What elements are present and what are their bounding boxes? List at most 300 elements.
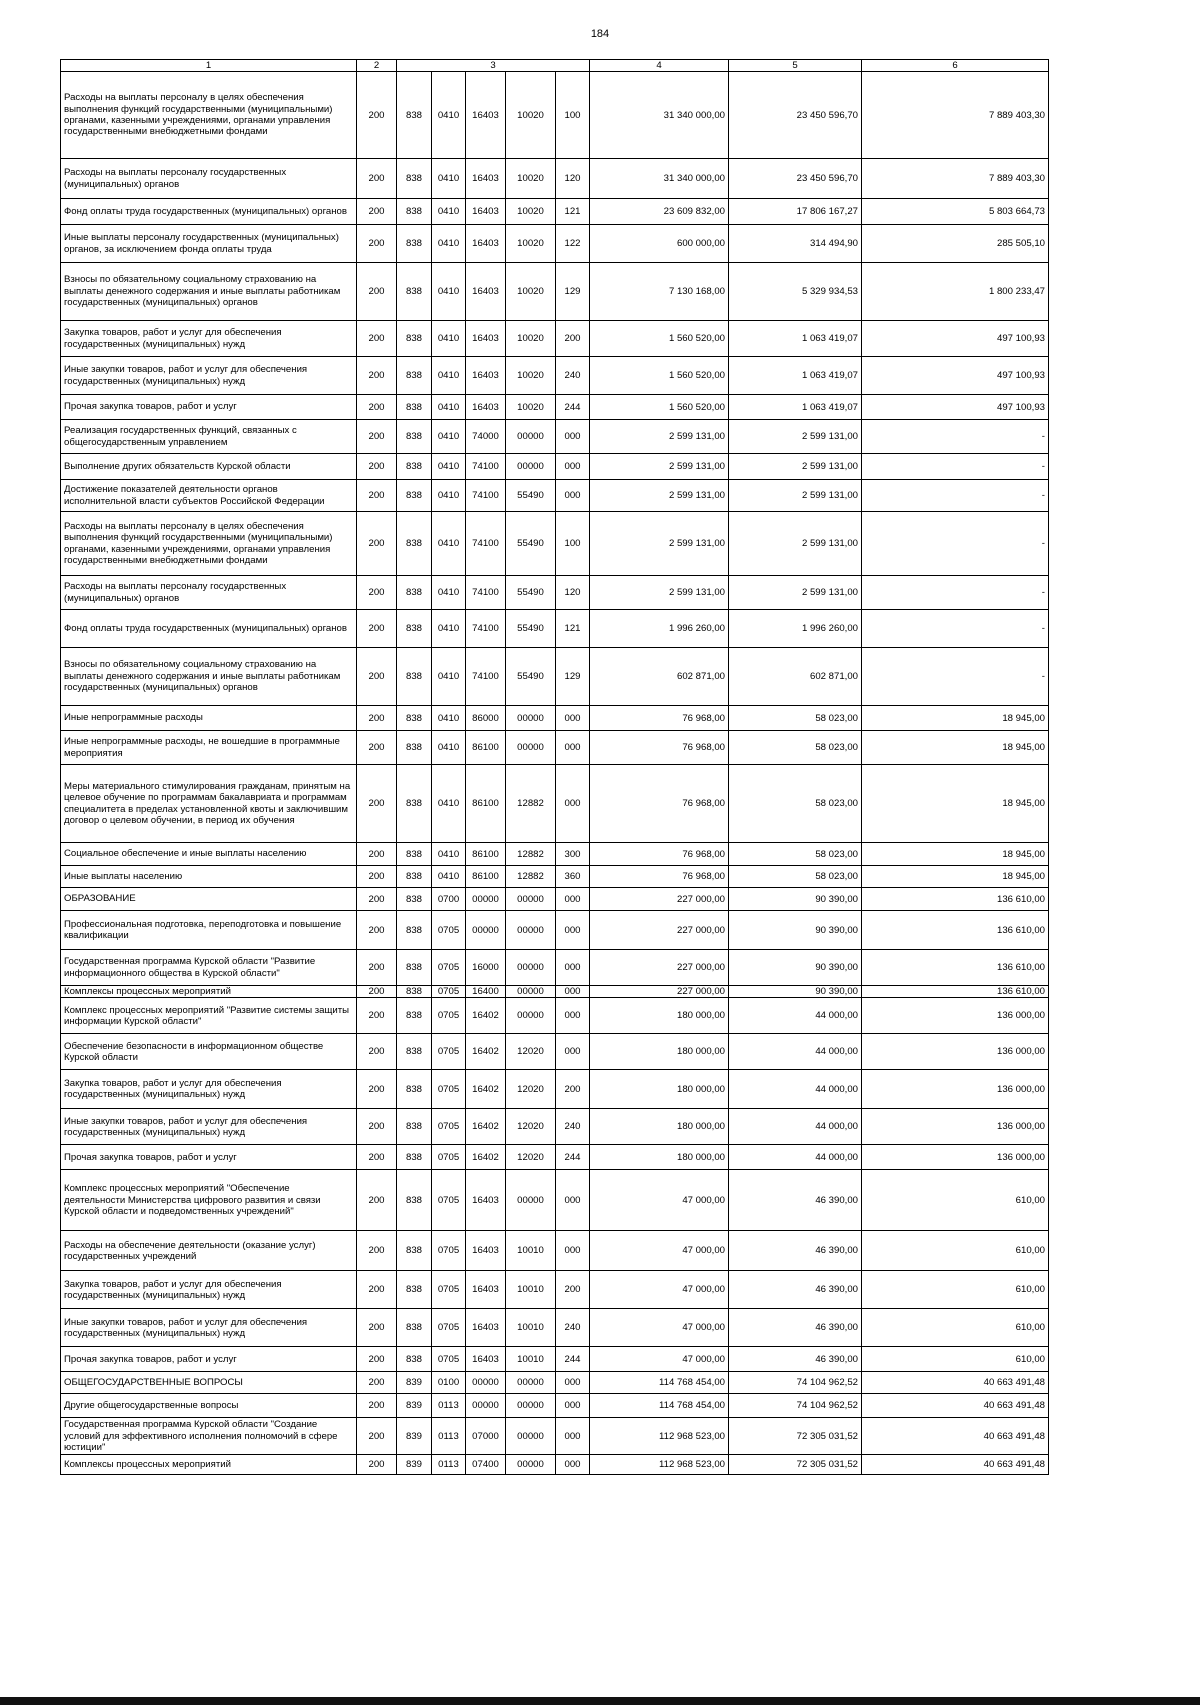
cell-col-3c: 16402 — [466, 998, 506, 1034]
cell-col-2: 200 — [357, 225, 397, 263]
cell-col-3e: 000 — [556, 986, 590, 998]
cell-col-3e: 244 — [556, 1347, 590, 1372]
cell-col-2: 200 — [357, 1271, 397, 1309]
cell-col-3e: 360 — [556, 866, 590, 888]
cell-col-3c: 16402 — [466, 1145, 506, 1170]
cell-col-3a: 838 — [397, 576, 432, 610]
cell-col-3c: 16403 — [466, 1170, 506, 1231]
cell-col-3b: 0410 — [432, 843, 466, 866]
cell-col-3c: 74100 — [466, 576, 506, 610]
cell-col-3c: 07400 — [466, 1455, 506, 1475]
cell-col-3c: 00000 — [466, 911, 506, 950]
cell-col-4: 114 768 454,00 — [590, 1372, 729, 1394]
cell-col-4: 31 340 000,00 — [590, 72, 729, 159]
cell-col-3e: 200 — [556, 1070, 590, 1109]
table-row — [61, 576, 1049, 610]
cell-col-3a: 839 — [397, 1394, 432, 1418]
cell-col-3b: 0410 — [432, 199, 466, 225]
cell-col-2: 200 — [357, 866, 397, 888]
cell-col-3a: 838 — [397, 911, 432, 950]
cell-col-2: 200 — [357, 950, 397, 986]
table-row — [61, 765, 1049, 843]
cell-col-5: 2 599 131,00 — [729, 420, 862, 454]
cell-col-4: 76 968,00 — [590, 731, 729, 765]
row-description: Иные непрограммные расходы — [61, 706, 357, 731]
cell-col-3e: 000 — [556, 1455, 590, 1475]
cell-col-5: 1 063 419,07 — [729, 395, 862, 420]
cell-col-2: 200 — [357, 843, 397, 866]
cell-col-5: 1 063 419,07 — [729, 321, 862, 357]
table-row — [61, 420, 1049, 454]
cell-col-3b: 0705 — [432, 1309, 466, 1347]
cell-col-3d: 00000 — [506, 1418, 556, 1455]
cell-col-6: 40 663 491,48 — [862, 1455, 1049, 1475]
row-description: Профессиональная подготовка, переподготовка и повышение квалификации — [61, 911, 357, 950]
cell-col-6: 136 000,00 — [862, 1145, 1049, 1170]
cell-col-3b: 0410 — [432, 731, 466, 765]
cell-col-6: 610,00 — [862, 1309, 1049, 1347]
table-row — [61, 986, 1049, 998]
cell-col-3c: 16400 — [466, 986, 506, 998]
row-description: Расходы на выплаты персоналу государственных (муниципальных) органов — [61, 576, 357, 610]
cell-col-3b: 0705 — [432, 1034, 466, 1070]
row-description: Иные выплаты населению — [61, 866, 357, 888]
cell-col-6: 136 000,00 — [862, 998, 1049, 1034]
cell-col-3b: 0705 — [432, 911, 466, 950]
cell-col-3a: 838 — [397, 512, 432, 576]
cell-col-3e: 120 — [556, 159, 590, 199]
cell-col-5: 72 305 031,52 — [729, 1455, 862, 1475]
cell-col-3b: 0410 — [432, 480, 466, 512]
cell-col-3c: 16403 — [466, 263, 506, 321]
cell-col-2: 200 — [357, 395, 397, 420]
cell-col-6: 40 663 491,48 — [862, 1418, 1049, 1455]
row-description: Прочая закупка товаров, работ и услуг — [61, 1347, 357, 1372]
cell-col-4: 47 000,00 — [590, 1347, 729, 1372]
cell-col-3d: 12882 — [506, 866, 556, 888]
cell-col-2: 200 — [357, 1170, 397, 1231]
table-row — [61, 1145, 1049, 1170]
cell-col-6: 136 000,00 — [862, 1109, 1049, 1145]
cell-col-5: 1 063 419,07 — [729, 357, 862, 395]
cell-col-3d: 10020 — [506, 72, 556, 159]
table-row — [61, 843, 1049, 866]
cell-col-4: 47 000,00 — [590, 1231, 729, 1271]
row-description: Иные непрограммные расходы, не вошедшие в программные мероприятия — [61, 731, 357, 765]
cell-col-4: 76 968,00 — [590, 765, 729, 843]
cell-col-3d: 10020 — [506, 395, 556, 420]
cell-col-3d: 00000 — [506, 998, 556, 1034]
cell-col-5: 5 329 934,53 — [729, 263, 862, 321]
cell-col-6: - — [862, 576, 1049, 610]
cell-col-2: 200 — [357, 986, 397, 998]
cell-col-3b: 0410 — [432, 576, 466, 610]
cell-col-3b: 0113 — [432, 1418, 466, 1455]
cell-col-6: 18 945,00 — [862, 765, 1049, 843]
cell-col-5: 602 871,00 — [729, 648, 862, 706]
cell-col-3d: 12020 — [506, 1034, 556, 1070]
cell-col-4: 602 871,00 — [590, 648, 729, 706]
cell-col-4: 1 560 520,00 — [590, 321, 729, 357]
cell-col-3b: 0410 — [432, 225, 466, 263]
cell-col-5: 23 450 596,70 — [729, 159, 862, 199]
cell-col-4: 600 000,00 — [590, 225, 729, 263]
cell-col-3a: 838 — [397, 998, 432, 1034]
cell-col-5: 46 390,00 — [729, 1170, 862, 1231]
table-row — [61, 888, 1049, 911]
cell-col-2: 200 — [357, 512, 397, 576]
row-description: Обеспечение безопасности в информационном обществе Курской области — [61, 1034, 357, 1070]
table-row — [61, 321, 1049, 357]
row-description: Иные закупки товаров, работ и услуг для обеспечения государственных (муниципальных) нужд — [61, 357, 357, 395]
cell-col-2: 200 — [357, 199, 397, 225]
cell-col-3b: 0410 — [432, 512, 466, 576]
cell-col-2: 200 — [357, 1347, 397, 1372]
cell-col-4: 180 000,00 — [590, 1070, 729, 1109]
row-description: Комплекс процессных мероприятий "Развитие системы защиты информации Курской области" — [61, 998, 357, 1034]
table-row — [61, 357, 1049, 395]
cell-col-2: 200 — [357, 888, 397, 911]
cell-col-6: 285 505,10 — [862, 225, 1049, 263]
cell-col-5: 74 104 962,52 — [729, 1394, 862, 1418]
cell-col-3a: 838 — [397, 1271, 432, 1309]
row-description: ОБЩЕГОСУДАРСТВЕННЫЕ ВОПРОСЫ — [61, 1372, 357, 1394]
cell-col-2: 200 — [357, 1394, 397, 1418]
cell-col-3c: 86000 — [466, 706, 506, 731]
cell-col-3d: 00000 — [506, 950, 556, 986]
table-row — [61, 1372, 1049, 1394]
cell-col-3d: 00000 — [506, 420, 556, 454]
cell-col-3c: 16402 — [466, 1034, 506, 1070]
cell-col-2: 200 — [357, 1455, 397, 1475]
cell-col-3d: 10020 — [506, 159, 556, 199]
row-description: Комплекс процессных мероприятий "Обеспечение деятельности Министерства цифрового развития и связи Курской области и подведомственных учреждений" — [61, 1170, 357, 1231]
cell-col-6: 7 889 403,30 — [862, 72, 1049, 159]
cell-col-3a: 838 — [397, 843, 432, 866]
cell-col-3a: 838 — [397, 648, 432, 706]
cell-col-3b: 0410 — [432, 866, 466, 888]
cell-col-3d: 12882 — [506, 843, 556, 866]
cell-col-4: 180 000,00 — [590, 998, 729, 1034]
cell-col-3e: 122 — [556, 225, 590, 263]
row-description: Социальное обеспечение и иные выплаты населению — [61, 843, 357, 866]
cell-col-5: 72 305 031,52 — [729, 1418, 862, 1455]
cell-col-4: 227 000,00 — [590, 950, 729, 986]
cell-col-3c: 74100 — [466, 512, 506, 576]
cell-col-3d: 00000 — [506, 911, 556, 950]
cell-col-3e: 129 — [556, 263, 590, 321]
row-description: Другие общегосударственные вопросы — [61, 1394, 357, 1418]
table-row — [61, 998, 1049, 1034]
cell-col-5: 17 806 167,27 — [729, 199, 862, 225]
cell-col-5: 2 599 131,00 — [729, 454, 862, 480]
table-row — [61, 1231, 1049, 1271]
cell-col-5: 90 390,00 — [729, 911, 862, 950]
cell-col-6: 18 945,00 — [862, 706, 1049, 731]
cell-col-3e: 100 — [556, 512, 590, 576]
cell-col-3d: 10020 — [506, 263, 556, 321]
header-cell-6: 6 — [862, 60, 1049, 72]
cell-col-2: 200 — [357, 576, 397, 610]
cell-col-3c: 07000 — [466, 1418, 506, 1455]
cell-col-3e: 000 — [556, 1034, 590, 1070]
cell-col-4: 227 000,00 — [590, 888, 729, 911]
table-row — [61, 1034, 1049, 1070]
cell-col-2: 200 — [357, 731, 397, 765]
cell-col-3e: 000 — [556, 950, 590, 986]
cell-col-3a: 838 — [397, 866, 432, 888]
cell-col-3c: 16403 — [466, 159, 506, 199]
cell-col-3a: 838 — [397, 395, 432, 420]
cell-col-4: 76 968,00 — [590, 866, 729, 888]
cell-col-5: 58 023,00 — [729, 731, 862, 765]
cell-col-3a: 838 — [397, 765, 432, 843]
cell-col-5: 23 450 596,70 — [729, 72, 862, 159]
cell-col-3d: 55490 — [506, 610, 556, 648]
cell-col-3b: 0705 — [432, 1347, 466, 1372]
cell-col-5: 46 390,00 — [729, 1347, 862, 1372]
cell-col-4: 227 000,00 — [590, 911, 729, 950]
cell-col-3a: 838 — [397, 159, 432, 199]
cell-col-4: 112 968 523,00 — [590, 1418, 729, 1455]
cell-col-3b: 0705 — [432, 1109, 466, 1145]
cell-col-3b: 0113 — [432, 1394, 466, 1418]
cell-col-6: 40 663 491,48 — [862, 1394, 1049, 1418]
cell-col-3c: 16403 — [466, 72, 506, 159]
cell-col-6: 610,00 — [862, 1347, 1049, 1372]
cell-col-4: 1 996 260,00 — [590, 610, 729, 648]
cell-col-6: 136 000,00 — [862, 1070, 1049, 1109]
row-description: Государственная программа Курской области "Создание условий для эффективного исполнения полномочий в сфере юстиции" — [61, 1418, 357, 1455]
cell-col-3d: 12020 — [506, 1145, 556, 1170]
cell-col-3a: 838 — [397, 357, 432, 395]
cell-col-5: 1 996 260,00 — [729, 610, 862, 648]
cell-col-3d: 12882 — [506, 765, 556, 843]
cell-col-3a: 838 — [397, 1231, 432, 1271]
cell-col-3c: 16403 — [466, 199, 506, 225]
cell-col-3b: 0410 — [432, 648, 466, 706]
cell-col-4: 180 000,00 — [590, 1145, 729, 1170]
row-description: Расходы на выплаты персоналу в целях обеспечения выполнения функций государственными (муниципальными) органами, казенными учреждениями, органами управления государственными внебюджетными фондами — [61, 512, 357, 576]
cell-col-6: 5 803 664,73 — [862, 199, 1049, 225]
table-row — [61, 1109, 1049, 1145]
row-description: Комплексы процессных мероприятий — [61, 1455, 357, 1475]
table-row — [61, 1455, 1049, 1475]
cell-col-3a: 838 — [397, 1145, 432, 1170]
cell-col-2: 200 — [357, 706, 397, 731]
table-row — [61, 731, 1049, 765]
cell-col-3c: 74100 — [466, 480, 506, 512]
cell-col-4: 114 768 454,00 — [590, 1394, 729, 1418]
row-description: Меры материального стимулирования гражданам, принятым на целевое обучение по программам бакалавриата и программам специалитета в пределах установленной квоты и заключившим договор о целевом обучении, в период их обучения — [61, 765, 357, 843]
cell-col-3d: 00000 — [506, 986, 556, 998]
cell-col-3b: 0410 — [432, 263, 466, 321]
cell-col-3b: 0410 — [432, 395, 466, 420]
cell-col-4: 2 599 131,00 — [590, 454, 729, 480]
cell-col-2: 200 — [357, 1109, 397, 1145]
table-row — [61, 1394, 1049, 1418]
cell-col-3a: 838 — [397, 420, 432, 454]
cell-col-3b: 0410 — [432, 159, 466, 199]
scan-edge-bar — [0, 1697, 1200, 1705]
cell-col-4: 31 340 000,00 — [590, 159, 729, 199]
cell-col-2: 200 — [357, 1034, 397, 1070]
cell-col-3c: 16402 — [466, 1109, 506, 1145]
cell-col-2: 200 — [357, 765, 397, 843]
cell-col-3b: 0410 — [432, 420, 466, 454]
cell-col-2: 200 — [357, 321, 397, 357]
cell-col-5: 58 023,00 — [729, 843, 862, 866]
cell-col-4: 47 000,00 — [590, 1271, 729, 1309]
table-row — [61, 1170, 1049, 1231]
row-description: Иные закупки товаров, работ и услуг для обеспечения государственных (муниципальных) нужд — [61, 1309, 357, 1347]
cell-col-4: 2 599 131,00 — [590, 512, 729, 576]
cell-col-3e: 000 — [556, 911, 590, 950]
cell-col-3b: 0410 — [432, 454, 466, 480]
cell-col-3b: 0705 — [432, 1271, 466, 1309]
cell-col-3a: 838 — [397, 986, 432, 998]
table-row — [61, 610, 1049, 648]
table-row — [61, 199, 1049, 225]
cell-col-3b: 0705 — [432, 1170, 466, 1231]
cell-col-3e: 200 — [556, 1271, 590, 1309]
cell-col-6: 610,00 — [862, 1231, 1049, 1271]
cell-col-3a: 838 — [397, 731, 432, 765]
cell-col-5: 90 390,00 — [729, 986, 862, 998]
cell-col-3e: 244 — [556, 1145, 590, 1170]
table-row — [61, 263, 1049, 321]
cell-col-3e: 000 — [556, 1170, 590, 1231]
cell-col-6: 18 945,00 — [862, 866, 1049, 888]
cell-col-3e: 000 — [556, 765, 590, 843]
cell-col-5: 58 023,00 — [729, 765, 862, 843]
cell-col-3a: 838 — [397, 321, 432, 357]
cell-col-3b: 0100 — [432, 1372, 466, 1394]
cell-col-2: 200 — [357, 72, 397, 159]
row-description: ОБРАЗОВАНИЕ — [61, 888, 357, 911]
cell-col-3a: 838 — [397, 1034, 432, 1070]
row-description: Иные выплаты персоналу государственных (муниципальных) органов, за исключением фонда оплаты труда — [61, 225, 357, 263]
cell-col-3e: 000 — [556, 420, 590, 454]
cell-col-3a: 838 — [397, 454, 432, 480]
cell-col-3b: 0410 — [432, 706, 466, 731]
cell-col-3d: 10010 — [506, 1231, 556, 1271]
row-description: Достижение показателей деятельности органов исполнительной власти субъектов Российской Федерации — [61, 480, 357, 512]
cell-col-5: 44 000,00 — [729, 998, 862, 1034]
cell-col-3b: 0705 — [432, 1070, 466, 1109]
cell-col-5: 44 000,00 — [729, 1109, 862, 1145]
table-row — [61, 512, 1049, 576]
cell-col-3b: 0705 — [432, 986, 466, 998]
cell-col-3e: 200 — [556, 321, 590, 357]
cell-col-4: 1 560 520,00 — [590, 395, 729, 420]
cell-col-6: 136 000,00 — [862, 1034, 1049, 1070]
table-row — [61, 648, 1049, 706]
cell-col-3c: 16402 — [466, 1070, 506, 1109]
header-row — [61, 60, 1049, 72]
cell-col-3d: 00000 — [506, 1455, 556, 1475]
cell-col-3a: 839 — [397, 1418, 432, 1455]
cell-col-6: 610,00 — [862, 1271, 1049, 1309]
cell-col-3d: 00000 — [506, 454, 556, 480]
row-description: Реализация государственных функций, связанных с общегосударственным управлением — [61, 420, 357, 454]
header-cell-1: 1 — [61, 60, 357, 72]
row-description: Расходы на выплаты персоналу государственных (муниципальных) органов — [61, 159, 357, 199]
cell-col-3d: 10020 — [506, 321, 556, 357]
table-row — [61, 950, 1049, 986]
row-description: Закупка товаров, работ и услуг для обеспечения государственных (муниципальных) нужд — [61, 1271, 357, 1309]
cell-col-3e: 121 — [556, 610, 590, 648]
cell-col-3a: 838 — [397, 888, 432, 911]
cell-col-3a: 838 — [397, 263, 432, 321]
row-description: Выполнение других обязательств Курской области — [61, 454, 357, 480]
cell-col-6: 18 945,00 — [862, 731, 1049, 765]
cell-col-2: 200 — [357, 263, 397, 321]
cell-col-3d: 00000 — [506, 1394, 556, 1418]
cell-col-4: 180 000,00 — [590, 1034, 729, 1070]
cell-col-3c: 16403 — [466, 1347, 506, 1372]
budget-table — [60, 59, 1049, 1475]
cell-col-3a: 838 — [397, 480, 432, 512]
cell-col-4: 2 599 131,00 — [590, 420, 729, 454]
row-description: Прочая закупка товаров, работ и услуг — [61, 395, 357, 420]
cell-col-3c: 16403 — [466, 225, 506, 263]
cell-col-5: 90 390,00 — [729, 888, 862, 911]
cell-col-3b: 0410 — [432, 321, 466, 357]
cell-col-3e: 000 — [556, 731, 590, 765]
cell-col-3e: 240 — [556, 1109, 590, 1145]
cell-col-6: - — [862, 480, 1049, 512]
cell-col-6: 1 800 233,47 — [862, 263, 1049, 321]
cell-col-3a: 838 — [397, 950, 432, 986]
cell-col-2: 200 — [357, 159, 397, 199]
header-cell-5: 5 — [729, 60, 862, 72]
cell-col-3a: 838 — [397, 199, 432, 225]
cell-col-4: 47 000,00 — [590, 1170, 729, 1231]
header-cell-4: 4 — [590, 60, 729, 72]
cell-col-3d: 10010 — [506, 1309, 556, 1347]
cell-col-3d: 55490 — [506, 576, 556, 610]
cell-col-6: - — [862, 454, 1049, 480]
cell-col-6: - — [862, 648, 1049, 706]
table-row — [61, 159, 1049, 199]
cell-col-4: 180 000,00 — [590, 1109, 729, 1145]
cell-col-3a: 838 — [397, 225, 432, 263]
cell-col-4: 2 599 131,00 — [590, 576, 729, 610]
cell-col-3e: 000 — [556, 480, 590, 512]
cell-col-3d: 10020 — [506, 199, 556, 225]
cell-col-3e: 000 — [556, 1418, 590, 1455]
cell-col-3a: 838 — [397, 1347, 432, 1372]
cell-col-3b: 0113 — [432, 1455, 466, 1475]
cell-col-3c: 00000 — [466, 888, 506, 911]
cell-col-6: 497 100,93 — [862, 395, 1049, 420]
cell-col-6: 40 663 491,48 — [862, 1372, 1049, 1394]
cell-col-2: 200 — [357, 1145, 397, 1170]
cell-col-2: 200 — [357, 454, 397, 480]
cell-col-3c: 86100 — [466, 843, 506, 866]
row-description: Взносы по обязательному социальному страхованию на выплаты денежного содержания и иные выплаты работникам государственных (муниципальных) органов — [61, 648, 357, 706]
cell-col-3b: 0705 — [432, 998, 466, 1034]
cell-col-6: 497 100,93 — [862, 321, 1049, 357]
page-number: 184 — [590, 28, 610, 40]
cell-col-5: 46 390,00 — [729, 1309, 862, 1347]
cell-col-3c: 16000 — [466, 950, 506, 986]
cell-col-2: 200 — [357, 420, 397, 454]
row-description: Фонд оплаты труда государственных (муниципальных) органов — [61, 610, 357, 648]
table-row — [61, 1271, 1049, 1309]
cell-col-6: - — [862, 420, 1049, 454]
